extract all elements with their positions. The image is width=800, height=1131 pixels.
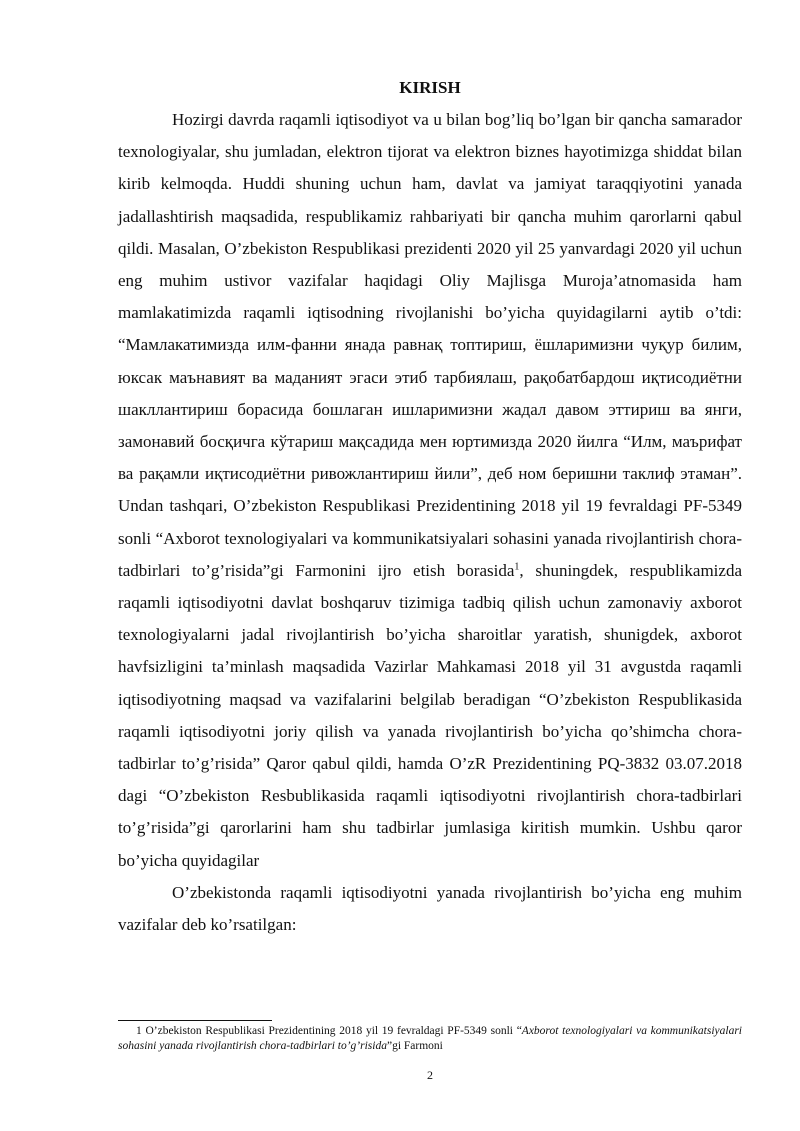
paragraph-text: Hozirgi davrda raqamli iqtisodiyot va u bilan bog’liq bo’lgan bir qancha samarador texnologiyalar, shu jumladan, elektron tijorat va elektron biznes hayotimizga shiddat bilan kirib kelmoqda. Huddi shuning uchun ham, davlat va jamiyat taraqqiyotini yanada jadallashtirish maqsadida, respublikamiz rahbariyati bir qancha muhim qarorlarni qabul qildi. Masalan, O’zbekiston Respublikasi prezidenti 2020 yil 25 yanvardagi 2020 yil uchun eng muhim ustivor vazifalar haqidagi Oliy Majlisga Muroja’atnomasida ham mamlakatimizda raqamli iqtisodning rivojlanishi bo’yicha quyidagilarni aytib o’tdi: “Мамлакатимизда илм-фанни янада равнақ топтириш, ёшларимизни чуқур билим, юксак маънавият ва маданият эгаси этиб тарбиялаш, рақобатбардош иқтисодиётни шакллантириш борасида бошлаган ишларимизни жадал давом эттириш ва янги, замонавий босқичга кўтариш мақсадида мен юртимизда 2020 йилга “Илм, маърифат ва рақамли иқтисодиётни ривожлантириш йили”, деб ном беришни таклиф этаман”. Undan tashqari, O’zbekiston Respublikasi Prezidentining 2018 yil 19 fevraldagi PF-5349 sonli “Axborot texnologiyalari va kommunikatsiyalari sohasini yanada rivojlantirish chora-tadbirlari to’g’risida”gi Farmonini ijro etish borasida <box>118 110 742 580</box>
footnote-suffix: ”gi Farmoni <box>386 1040 443 1052</box>
paragraph-intro <box>118 104 742 877</box>
body-text <box>118 104 742 941</box>
footnote <box>118 1024 742 1054</box>
section-heading: KIRISH <box>399 78 461 97</box>
paragraph-tasks-intro: O’zbekistonda raqamli iqtisodiyotni yanada rivojlantirish bo’yicha eng muhim vazifalar deb ko’rsatilgan: <box>118 882 742 935</box>
footnote-number: 1 <box>136 1025 142 1037</box>
page-number: 2 <box>427 1068 433 1082</box>
footnote-reference[interactable]: 1 <box>514 561 520 573</box>
footnote-prefix: O’zbekiston Respublikasi Prezidentining 2018 yil 19 fevraldagi PF-5349 sonli “ <box>141 1025 522 1037</box>
footnote-separator <box>118 1020 272 1021</box>
paragraph-text-continued: , shuningdek, respublikamizda raqamli iqtisodiyotni davlat boshqaruv tizimiga tadbiq qilish uchun zamonaviy axborot texnologiyalarni jadal rivojlantirish bo’yicha sharoitlar yaratish, shunigdek, axborot havfsizligini ta’minlash maqsadida Vazirlar Mahkamasi 2018 yil 31 avgustda raqamli iqtisodiyotning maqsad va vazifalarini belgilab beradigan “O’zbekiston Respublikasida raqamli iqtisodiyotni joriy qilish va yanada rivojlantirish bo’yicha qo’shimcha chora-tadbirlar to’g’risida” Qaror qabul qildi, hamda O’zR Prezidentining PQ-3832 03.07.2018 dagi “O’zbekiston Resbublikasida raqamli iqtisodiyotni rivojlantirish chora-tadbirlari to’g’risida”gi qarorlarini ham shu tadbirlar jumlasiga kiritish mumkin. Ushbu qaror bo’yicha quyidagilar <box>118 560 742 870</box>
footnote-document-title: Axborot texnologiyalari va kommunikatsiyalari sohasini yanada rivojlantirish chora-tadbirlari to’g’risida <box>118 1025 742 1052</box>
